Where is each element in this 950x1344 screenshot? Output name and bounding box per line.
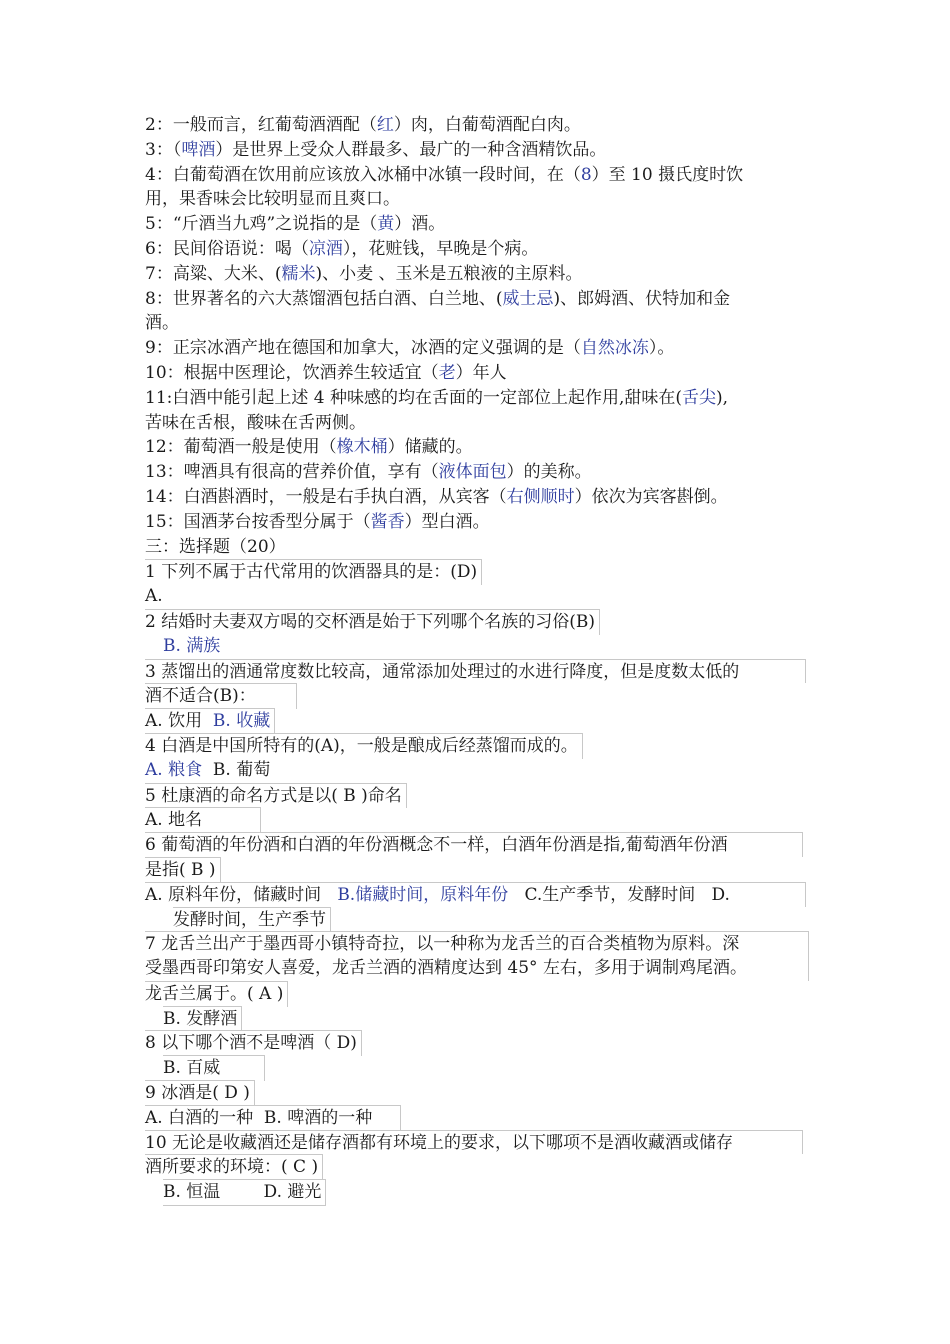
question-10-line2: 酒所要求的环境：( C ) [145, 1154, 323, 1180]
fill-text: ）。 [648, 338, 675, 359]
q6-option-d-cont: 发酵时间，生产季节 [173, 907, 331, 933]
question-7-line2: 受墨西哥印第安人喜爱，龙舌兰酒的酒精度达到 45° 左右，多用于调制鸡尾酒。 [145, 956, 809, 981]
q6-option-d: D. [711, 884, 730, 905]
q7-option: B. 发酵酒 [163, 1006, 242, 1032]
fill-line [145, 138, 810, 163]
fill-answer: 舌尖 [682, 387, 717, 408]
question-7-line1: 7 龙舌兰出产于墨西哥小镇特奇拉，以一种称为龙舌兰的百合类植物为原料。深 [145, 931, 809, 956]
fill-text: 10：根据中医理论，饮酒养生较适宜（ [145, 362, 439, 383]
q9-option-b: B. 啤酒的一种 [263, 1107, 373, 1128]
fill-text: 7：高粱、大米、( [145, 263, 282, 284]
fill-text: 13：啤酒具有很高的营养价值，享有（ [145, 462, 439, 483]
fill-answer: 8 [580, 164, 592, 185]
fill-line [145, 386, 810, 411]
question-6-line1: 6 葡萄酒的年份酒和白酒的年份酒概念不一样，白酒年份酒是指,葡萄酒年份酒 [145, 832, 803, 857]
fill-line [145, 435, 810, 460]
fill-line [145, 361, 810, 386]
fill-line [145, 510, 810, 535]
fill-answer: 右侧顺时 [506, 486, 575, 507]
fill-text: ）酒。 [394, 214, 446, 235]
q3-option-b: B. 收藏 [212, 711, 271, 732]
fill-answer: 糯米 [281, 263, 316, 284]
question-3-line2: 酒不适合(B)： [145, 683, 297, 709]
question-2: 2 结婚时夫妻双方喝的交杯酒是始于下列哪个名族的习俗(B) [145, 609, 600, 635]
fill-in-section [145, 113, 810, 535]
q1-option: A. [145, 586, 163, 607]
q6-option-c: C.生产季节，发酵时间 [524, 884, 696, 905]
q6-option-a: A. 原料年份，储藏时间 [145, 884, 322, 905]
fill-text: 用，果香味会比较明显而且爽口。 [145, 189, 400, 210]
fill-text: ), [716, 387, 729, 408]
fill-text: )、小麦 、玉米是五粮液的主原料。 [315, 263, 583, 284]
fill-answer: 啤酒 [181, 139, 216, 160]
fill-text: ）至 10 摄氏度时饮 [591, 164, 744, 185]
fill-line [145, 336, 810, 361]
fill-text: 3：（ [145, 139, 182, 160]
fill-line [145, 485, 810, 510]
q10-option-d: D. 避光 [263, 1182, 322, 1203]
fill-text: 苦味在舌根，酸味在舌两侧。 [145, 412, 366, 433]
fill-text: 9：正宗冰酒产地在德国和加拿大，冰酒的定义强调的是（ [145, 338, 581, 359]
fill-line [145, 187, 810, 212]
fill-text: ）的美称。 [506, 462, 592, 483]
q5-option: A. 地名 [145, 807, 261, 833]
fill-line [145, 163, 810, 188]
fill-answer: 老 [438, 362, 456, 383]
fill-text: ）是世界上受众人群最多、最广的一种含酒精饮品。 [215, 139, 607, 160]
fill-text: ）型白酒。 [404, 511, 490, 532]
q6-option-b: B.储藏时间，原料年份 [337, 884, 509, 905]
fill-line [145, 212, 810, 237]
fill-text: )、郎姆酒、伏特加和金 [553, 288, 731, 309]
fill-answer: 黄 [377, 214, 395, 235]
q2-option: B. 满族 [163, 635, 221, 656]
fill-answer: 橡木桶 [336, 437, 388, 458]
question-6-line2: 是指( B ) [145, 857, 221, 883]
fill-text: 5：“斤酒当九鸡”之说指的是（ [145, 214, 378, 235]
fill-text: 2：一般而言，红葡萄酒酒配（ [145, 115, 377, 135]
fill-line [145, 460, 810, 485]
fill-text: 15：国酒茅台按香型分属于（ [145, 511, 371, 532]
q4-option-b: B. 葡萄 [212, 759, 271, 780]
fill-text: 14：白酒斟酒时，一般是右手执白酒，从宾客（ [145, 486, 507, 507]
fill-answer: 红 [376, 115, 394, 135]
fill-line [145, 237, 810, 262]
fill-answer: 威士忌 [502, 288, 554, 309]
q3-option-a: A. 饮用 [145, 711, 203, 732]
document-body [145, 113, 810, 1204]
fill-text: ）储藏的。 [387, 437, 473, 458]
question-9: 9 冰酒是( D ) [145, 1080, 255, 1106]
fill-text: 酒。 [145, 313, 179, 334]
q9-option-a: A. 白酒的一种 [145, 1107, 254, 1128]
question-5: 5 杜康酒的命名方式是以( B )命名 [145, 783, 407, 809]
q10-option-b: B. 恒温 [163, 1182, 221, 1203]
fill-text: 12：葡萄酒一般是使用（ [145, 437, 337, 458]
fill-text: ）年人 [455, 362, 507, 383]
fill-line [145, 311, 810, 336]
fill-text: ）肉，白葡萄酒配白肉。 [393, 115, 581, 135]
fill-text: 6：民间俗语说：喝（ [145, 238, 309, 259]
section-heading: 三：选择题（20） [145, 536, 286, 557]
fill-line [145, 113, 810, 138]
fill-answer: 酱香 [370, 511, 405, 532]
fill-line [145, 287, 810, 312]
fill-text: 4：白葡萄酒在饮用前应该放入冰桶中冰镇一段时间，在（ [145, 164, 581, 185]
fill-text: 11:白酒中能引起上述 4 种味感的均在舌面的一定部位上起作用,甜味在( [145, 387, 683, 408]
question-4: 4 白酒是中国所特有的(A)，一般是酿成后经蒸馏而成的。 [145, 733, 583, 759]
fill-line [145, 262, 810, 287]
q8-option: B. 百威 [163, 1055, 265, 1081]
question-1: 1 下列不属于古代常用的饮酒器具的是：(D) [145, 559, 482, 585]
fill-line [145, 411, 810, 436]
question-7-line3: 龙舌兰属于。( A ) [145, 981, 288, 1007]
fill-text: ）依次为宾客斟倒。 [574, 486, 728, 507]
fill-answer: 凉酒 [308, 238, 343, 259]
fill-text: 8：世界著名的六大蒸馏酒包括白酒、白兰地、( [145, 288, 503, 309]
fill-answer: 自然冰冻 [580, 338, 649, 359]
question-3-line1: 3 蒸馏出的酒通常度数比较高，通常添加处理过的水进行降度，但是度数太低的 [145, 659, 806, 684]
fill-text: ），花赃钱，早晚是个病。 [342, 238, 539, 259]
q4-option-a: A. 粮食 [145, 759, 203, 780]
question-10-line1: 10 无论是收藏酒还是储存酒都有环境上的要求，以下哪项不是酒收藏酒或储存 [145, 1130, 803, 1155]
question-8: 8 以下哪个酒不是啤酒（ D) [145, 1030, 362, 1056]
fill-answer: 液体面包 [438, 462, 507, 483]
